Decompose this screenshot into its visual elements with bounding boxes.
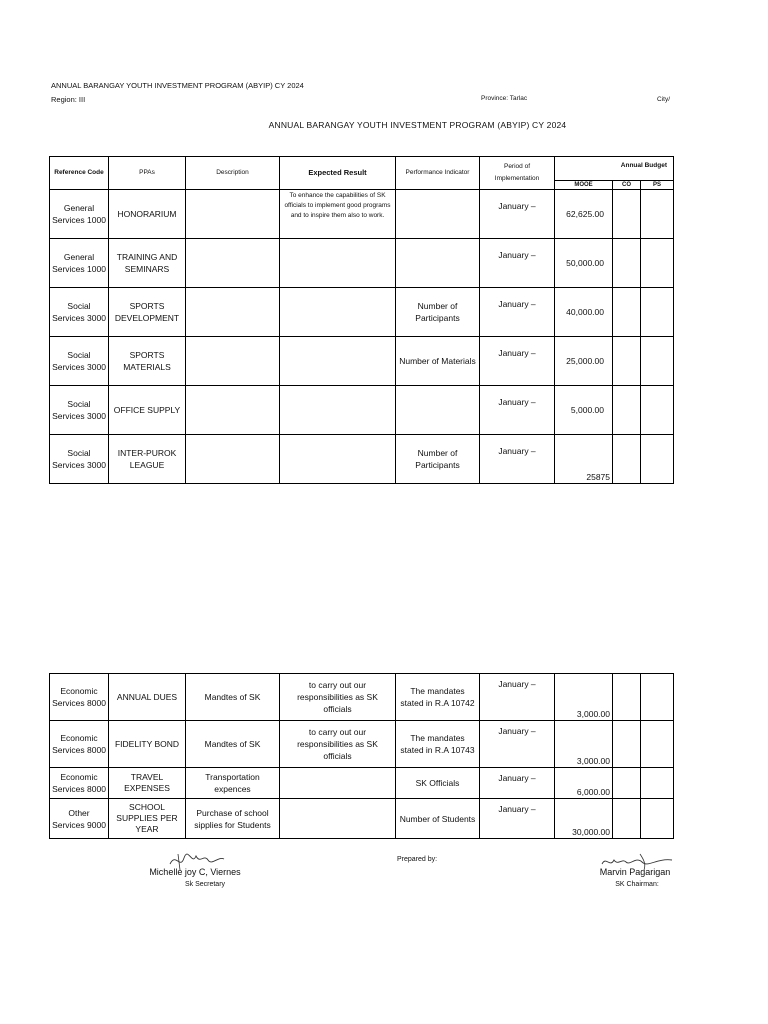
ppa-cell: FIDELITY BOND: [109, 721, 186, 768]
region-label: Region: III: [51, 95, 86, 104]
table-row: [50, 721, 674, 768]
header-mooe: MOOE: [555, 181, 613, 190]
co-cell: [613, 190, 641, 239]
reference-code-cell: General Services 1000: [50, 239, 109, 288]
mooe-cell: 25875: [555, 435, 613, 484]
header-period: Period of Implementation: [480, 157, 555, 190]
description-cell: Purchase of school sipplies for Students: [186, 799, 280, 839]
expected-result-cell: [280, 435, 396, 484]
ppa-cell: TRAVEL EXPENSES: [109, 768, 186, 799]
performance-indicator-cell: Number of Participants: [396, 288, 480, 337]
performance-indicator-cell: Number of Participants: [396, 435, 480, 484]
description-cell: [186, 288, 280, 337]
description-cell: Mandtes of SK: [186, 721, 280, 768]
performance-indicator-cell: The mandates stated in R.A 10742: [396, 674, 480, 721]
table-row: [50, 799, 674, 839]
mooe-cell: 6,000.00: [555, 768, 613, 799]
performance-indicator-cell: Number of Materials: [396, 337, 480, 386]
reference-code-cell: Economic Services 8000: [50, 674, 109, 721]
reference-code-cell: Social Services 3000: [50, 386, 109, 435]
description-cell: [186, 239, 280, 288]
table-row: [50, 288, 674, 337]
expected-result-cell: to carry out our responsibilities as SK officials: [280, 721, 396, 768]
ps-cell: [641, 239, 674, 288]
header-ppas: PPAs: [109, 157, 186, 190]
expected-result-cell: [280, 288, 396, 337]
mooe-cell: 62,625.00: [555, 190, 613, 239]
table-row: [50, 190, 674, 239]
abyip-table-bottom: [49, 673, 674, 839]
header-description: Description: [186, 157, 280, 190]
performance-indicator-cell: [396, 386, 480, 435]
expected-result-cell: [280, 386, 396, 435]
co-cell: [613, 799, 641, 839]
reference-code-cell: Economic Services 8000: [50, 721, 109, 768]
header-reference-code: Reference Code: [50, 157, 109, 190]
reference-code-cell: General Services 1000: [50, 190, 109, 239]
description-cell: Transportation expences: [186, 768, 280, 799]
performance-indicator-cell: Number of Students: [396, 799, 480, 839]
period-cell: January –: [480, 721, 555, 768]
header-performance-indicator: Performance Indicator: [396, 157, 480, 190]
mooe-cell: 30,000.00: [555, 799, 613, 839]
description-cell: [186, 386, 280, 435]
description-cell: [186, 190, 280, 239]
performance-indicator-cell: The mandates stated in R.A 10743: [396, 721, 480, 768]
expected-result-cell: To enhance the capabilities of SK officials to implement good programs and to inspire them also to work.: [280, 190, 396, 239]
ps-cell: [641, 337, 674, 386]
ps-cell: [641, 674, 674, 721]
ppa-cell: SPORTS DEVELOPMENT: [109, 288, 186, 337]
ps-cell: [641, 768, 674, 799]
mooe-cell: 40,000.00: [555, 288, 613, 337]
table-row: [50, 435, 674, 484]
period-cell: January –: [480, 768, 555, 799]
expected-result-cell: to carry out our responsibilities as SK officials: [280, 674, 396, 721]
co-cell: [613, 386, 641, 435]
period-cell: January –: [480, 337, 555, 386]
ps-cell: [641, 386, 674, 435]
ps-cell: [641, 190, 674, 239]
reference-code-cell: Social Services 3000: [50, 337, 109, 386]
secretary-name: Michelle joy C, Viernes: [149, 867, 241, 877]
period-cell: January –: [480, 190, 555, 239]
table-row: [50, 239, 674, 288]
chairman-name: Marvin Pagarigan: [599, 867, 671, 877]
ppa-cell: ANNUAL DUES: [109, 674, 186, 721]
period-cell: January –: [480, 239, 555, 288]
expected-result-cell: [280, 799, 396, 839]
mooe-cell: 50,000.00: [555, 239, 613, 288]
ppa-cell: OFFICE SUPPLY: [109, 386, 186, 435]
co-cell: [613, 435, 641, 484]
co-cell: [613, 721, 641, 768]
reference-code-cell: Economic Services 8000: [50, 768, 109, 799]
center-title: ANNUAL BARANGAY YOUTH INVESTMENT PROGRAM (ABYIP) CY 2024: [268, 120, 567, 130]
program-title: ANNUAL BARANGAY YOUTH INVESTMENT PROGRAM (ABYIP) CY 2024: [51, 81, 304, 90]
description-cell: [186, 337, 280, 386]
performance-indicator-cell: [396, 190, 480, 239]
co-cell: [613, 288, 641, 337]
ps-cell: [641, 721, 674, 768]
ppa-cell: SCHOOL SUPPLIES PER YEAR: [109, 799, 186, 839]
ppa-cell: HONORARIUM: [109, 190, 186, 239]
table-row: [50, 768, 674, 799]
table-row: [50, 674, 674, 721]
header-ps: PS: [641, 181, 674, 190]
co-cell: [613, 768, 641, 799]
province-label: Province: Tarlac: [481, 95, 528, 102]
mooe-cell: 25,000.00: [555, 337, 613, 386]
expected-result-cell: [280, 239, 396, 288]
period-cell: January –: [480, 386, 555, 435]
table-row: [50, 386, 674, 435]
city-label: City/: [657, 96, 670, 103]
abyip-table-top: [49, 156, 674, 484]
header-co: CO: [613, 181, 641, 190]
prepared-by-label: Prepared by:: [397, 856, 438, 863]
ppa-cell: TRAINING AND SEMINARS: [109, 239, 186, 288]
expected-result-cell: [280, 337, 396, 386]
ps-cell: [641, 288, 674, 337]
ps-cell: [641, 435, 674, 484]
co-cell: [613, 239, 641, 288]
period-cell: January –: [480, 435, 555, 484]
expected-result-cell: [280, 768, 396, 799]
reference-code-cell: Other Services 9000: [50, 799, 109, 839]
description-cell: [186, 435, 280, 484]
ppa-cell: SPORTS MATERIALS: [109, 337, 186, 386]
mooe-cell: 3,000.00: [555, 674, 613, 721]
reference-code-cell: Social Services 3000: [50, 288, 109, 337]
performance-indicator-cell: SK Officials: [396, 768, 480, 799]
co-cell: [613, 337, 641, 386]
period-cell: January –: [480, 674, 555, 721]
header-annual-budget: Annual Budget: [555, 157, 674, 181]
chairman-role: SK Chairman:: [615, 881, 659, 888]
ps-cell: [641, 799, 674, 839]
mooe-cell: 5,000.00: [555, 386, 613, 435]
header-expected-result: Expected Result: [280, 157, 396, 190]
description-cell: Mandtes of SK: [186, 674, 280, 721]
period-cell: January –: [480, 799, 555, 839]
mooe-cell: 3,000.00: [555, 721, 613, 768]
ppa-cell: INTER-PUROK LEAGUE: [109, 435, 186, 484]
performance-indicator-cell: [396, 239, 480, 288]
co-cell: [613, 674, 641, 721]
table-row: [50, 337, 674, 386]
reference-code-cell: Social Services 3000: [50, 435, 109, 484]
secretary-role: Sk Secretary: [184, 881, 226, 888]
period-cell: January –: [480, 288, 555, 337]
